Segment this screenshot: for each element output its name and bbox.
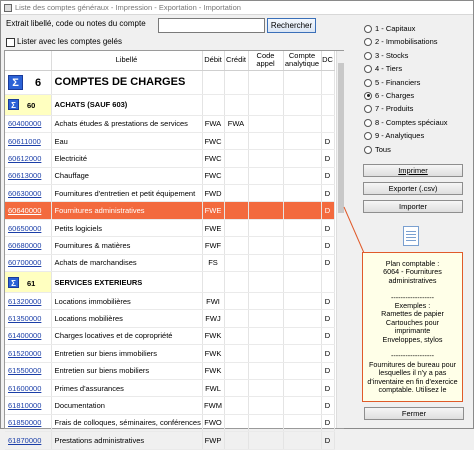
code-appel-cell [248,272,283,293]
dc-cell: D [321,254,334,271]
analytique-cell [283,414,321,431]
class-header-row[interactable] [5,70,334,94]
subclass-header-row[interactable] [5,94,334,115]
analytique-cell [283,327,321,344]
account-code-link[interactable]: 61400000 [5,327,51,344]
code-appel-cell [248,254,283,271]
frozen-accounts-checkbox[interactable] [6,38,15,47]
account-code-link[interactable]: 61850000 [5,414,51,431]
radio-button[interactable] [364,132,372,140]
debit-cell: FWC [202,167,224,184]
account-label: Charges locatives et de copropriété [51,327,202,344]
account-code-link[interactable]: 60400000 [5,115,51,132]
account-label: Documentation [51,397,202,414]
table-row[interactable] [5,132,334,149]
account-label: Fournitures administratives [51,202,202,219]
radio-label: 2 - Immobilisations [375,37,438,47]
credit-cell: FWA [224,115,248,132]
code-appel-cell [248,237,283,254]
debit-cell: FWC [202,132,224,149]
table-row[interactable] [5,219,334,236]
account-label: Achats de marchandises [51,254,202,271]
debit-cell [202,70,224,94]
accounts-grid [4,50,344,445]
table-row[interactable] [5,327,334,344]
dc-cell: D [321,167,334,184]
note-line: Fournitures de bureau pour [368,359,457,369]
analytique-cell [283,432,321,449]
account-label: Fournitures d'entretien et petit équipement [51,185,202,202]
note-line: Cartouches pour [385,317,440,327]
radio-label: 4 - Tiers [375,64,403,74]
note-line: imprimante [394,326,431,336]
print-button-label: Imprimer [398,166,428,175]
column-header-label[interactable]: Libellé [51,51,202,70]
analytique-cell [283,345,321,362]
table-row[interactable] [5,362,334,379]
radio-button[interactable] [364,146,372,154]
table-row[interactable] [5,397,334,414]
radio-label: 9 - Analytiques [375,131,425,141]
note-connector [344,206,366,254]
column-header-dc[interactable]: DC [321,51,334,70]
account-code-link[interactable]: 61320000 [5,293,51,310]
credit-cell [224,254,248,271]
credit-cell [224,379,248,396]
account-label: Primes d'assurances [51,379,202,396]
radio-button[interactable] [364,79,372,87]
analytique-cell [283,219,321,236]
debit-cell: FWP [202,432,224,449]
dc-cell: D [321,293,334,310]
class-label: COMPTES DE CHARGES [51,70,202,94]
close-button-label: Fermer [401,409,427,418]
debit-cell [202,94,224,115]
dc-cell [321,70,334,94]
credit-cell [224,397,248,414]
account-notes-panel [362,252,463,402]
code-appel-cell [248,115,283,132]
print-button[interactable] [363,164,463,177]
code-appel-cell [248,362,283,379]
radio-button[interactable] [364,38,372,46]
analytique-cell [283,115,321,132]
credit-cell [224,185,248,202]
dc-cell [321,272,334,293]
debit-cell: FWK [202,345,224,362]
credit-cell [224,414,248,431]
table-row[interactable] [5,414,334,431]
account-code-link[interactable]: 61600000 [5,379,51,396]
account-code-link[interactable]: 61520000 [5,345,51,362]
code-appel-cell [248,202,283,219]
radio-label: 7 - Produits [375,104,414,114]
note-line: 6064 - Fournitures [383,267,442,277]
note-line: administratives [388,275,437,285]
table-row[interactable] [5,185,334,202]
credit-cell [224,272,248,293]
debit-cell: FWK [202,327,224,344]
debit-cell: FWK [202,362,224,379]
debit-cell: FWO [202,414,224,431]
class-cell [5,272,51,293]
analytique-cell [283,150,321,167]
table-header [5,51,334,70]
dc-cell: D [321,185,334,202]
table-row[interactable] [5,379,334,396]
account-code-link[interactable]: 60613000 [5,167,51,184]
account-label: Locations mobilières [51,310,202,327]
grid-scrollbar[interactable] [336,51,344,428]
credit-cell [224,150,248,167]
accounts-table [5,51,335,450]
dc-cell [321,94,334,115]
credit-cell [224,202,248,219]
credit-cell [224,362,248,379]
radio-label: 6 - Charges [375,90,415,100]
dc-cell: D [321,379,334,396]
analytique-cell [283,185,321,202]
class-cell [5,94,51,115]
note-line: lesquelles il n'y a pas [378,368,447,378]
title-bar [1,1,473,15]
table-row[interactable] [5,202,334,219]
credit-cell [224,310,248,327]
account-label: Fournitures & matières [51,237,202,254]
account-label: Petits logiciels [51,219,202,236]
dc-cell: D [321,397,334,414]
account-code-link[interactable]: 61870000 [5,432,51,449]
account-code-link[interactable]: 60640000 [5,202,51,219]
analytique-cell [283,362,321,379]
analytique-cell [283,70,321,94]
code-appel-cell [248,432,283,449]
account-label: Achats études & prestations de services [51,115,202,132]
account-label: Eau [51,132,202,149]
credit-cell [224,432,248,449]
note-line: Enveloppes, stylos [382,334,443,344]
dc-cell: D [321,327,334,344]
dc-cell: D [321,414,334,431]
code-appel-cell [248,167,283,184]
account-label: Frais de colloques, séminaires, conférences [51,414,202,431]
note-line: comptable. Utilisez le [378,385,447,395]
dc-cell: D [321,432,334,449]
account-code-link[interactable]: 60630000 [5,185,51,202]
credit-cell [224,237,248,254]
account-code-link[interactable]: 61810000 [5,397,51,414]
class-number: 61 [27,278,36,288]
debit-cell: FWI [202,293,224,310]
debit-cell [202,272,224,293]
credit-cell [224,167,248,184]
app-icon [4,4,12,12]
class-label: ACHATS (SAUF 603) [51,94,202,115]
radio-label: 3 - Stocks [375,50,409,60]
search-input[interactable] [158,18,265,33]
credit-cell [224,94,248,115]
analytique-cell [283,397,321,414]
dc-cell: D [321,362,334,379]
table-row[interactable] [5,150,334,167]
table-row[interactable] [5,345,334,362]
code-appel-cell [248,94,283,115]
import-button-label: Importer [399,202,427,211]
radio-button[interactable] [364,105,372,113]
column-header-debit[interactable]: Débit [202,51,224,70]
radio-label: 1 - Capitaux [375,24,416,33]
table-row[interactable] [5,293,334,310]
dc-cell: D [321,202,334,219]
code-appel-cell [248,70,283,94]
table-row[interactable] [5,432,334,449]
debit-cell: FWL [202,379,224,396]
analytique-cell [283,272,321,293]
analytique-cell [283,132,321,149]
analytique-cell [283,94,321,115]
code-appel-cell [248,293,283,310]
debit-cell: FWF [202,237,224,254]
account-code-link[interactable]: 60680000 [5,237,51,254]
analytique-cell [283,202,321,219]
dc-cell: D [321,237,334,254]
code-appel-cell [248,219,283,236]
column-header-code[interactable] [5,51,51,70]
account-label: Entretien sur biens immobiliers [51,345,202,362]
table-row[interactable] [5,237,334,254]
account-code-link[interactable]: 60700000 [5,254,51,271]
frozen-accounts-label: Lister avec les comptes gelés [17,37,122,46]
account-label: Entretien sur biens mobiliers [51,362,202,379]
radio-button[interactable] [364,25,372,33]
account-code-link[interactable]: 61550000 [5,362,51,379]
analytique-cell [283,293,321,310]
import-button[interactable] [363,200,463,213]
account-code-link[interactable]: 61350000 [5,310,51,327]
note-line: ------------------ [390,292,435,302]
credit-cell [224,70,248,94]
radio-button[interactable] [364,52,372,60]
code-appel-cell [248,327,283,344]
sigma-icon[interactable]: Σ [8,277,19,288]
sigma-icon[interactable]: Σ [8,75,23,90]
account-code-link[interactable]: 60611000 [5,132,51,149]
notepad-icon[interactable] [403,226,419,246]
close-button[interactable] [364,407,464,420]
code-appel-cell [248,132,283,149]
debit-cell: FWC [202,150,224,167]
code-appel-cell [248,397,283,414]
dc-cell: D [321,219,334,236]
subclass-header-row[interactable] [5,272,334,293]
class-label: SERVICES EXTERIEURS [51,272,202,293]
table-row[interactable] [5,115,334,132]
table-row[interactable] [5,167,334,184]
analytique-cell [283,167,321,184]
class-cell [5,70,51,94]
code-appel-cell [248,345,283,362]
dc-cell [321,115,334,132]
radio-label: Tous [375,144,391,154]
dc-cell: D [321,150,334,167]
note-line: Exemples : [394,301,431,311]
credit-cell [224,327,248,344]
note-line: Ramettes de papier [381,309,444,319]
column-header-credit[interactable]: Crédit [224,51,248,70]
search-button[interactable]: Rechercher [267,18,316,33]
window-title: Liste des comptes généraux - Impression - Exportation - Importation [15,3,241,12]
credit-cell [224,219,248,236]
debit-cell: FWE [202,219,224,236]
table-row[interactable] [5,310,334,327]
debit-cell: FWD [202,185,224,202]
analytique-cell [283,310,321,327]
debit-cell: FWE [202,202,224,219]
code-appel-cell [248,379,283,396]
search-label: Extrait libellé, code ou notes du compte [6,19,146,28]
radio-label: 8 - Comptes spéciaux [375,117,448,127]
export-button[interactable] [363,182,463,195]
class-number: 6 [35,76,42,89]
credit-cell [224,345,248,362]
grid-scrollbar-thumb[interactable] [338,63,344,213]
account-label: Prestations administratives [51,432,202,449]
radio-button[interactable] [364,92,372,100]
account-code-link[interactable]: 60650000 [5,219,51,236]
dc-cell: D [321,310,334,327]
code-appel-cell [248,150,283,167]
debit-cell: FWA [202,115,224,132]
sigma-icon[interactable]: Σ [8,99,19,110]
note-line: d'inventaire en fin d'exercice [367,376,458,386]
credit-cell [224,293,248,310]
code-appel-cell [248,310,283,327]
column-header-appel[interactable]: Code appel [248,51,283,70]
class-number: 60 [27,101,36,110]
code-appel-cell [248,185,283,202]
account-label: Chauffage [51,167,202,184]
dc-cell: D [321,345,334,362]
analytique-cell [283,254,321,271]
radio-button[interactable] [364,65,372,73]
account-code-link[interactable]: 60612000 [5,150,51,167]
account-label: Electricité [51,150,202,167]
code-appel-cell [248,414,283,431]
account-label: Locations immobilières [51,293,202,310]
analytique-cell [283,237,321,254]
radio-label: 5 - Financiers [375,77,421,87]
analytique-cell [283,379,321,396]
debit-cell: FWM [202,397,224,414]
column-header-analytique[interactable]: Compte analytique [284,51,320,69]
note-line: Plan comptable : [385,259,440,268]
debit-cell: FWJ [202,310,224,327]
radio-button[interactable] [364,119,372,127]
debit-cell: FS [202,254,224,271]
table-row[interactable] [5,254,334,271]
export-button-label: Exporter (.csv) [388,184,438,193]
dc-cell: D [321,132,334,149]
credit-cell [224,132,248,149]
note-line: ------------------ [390,351,435,361]
